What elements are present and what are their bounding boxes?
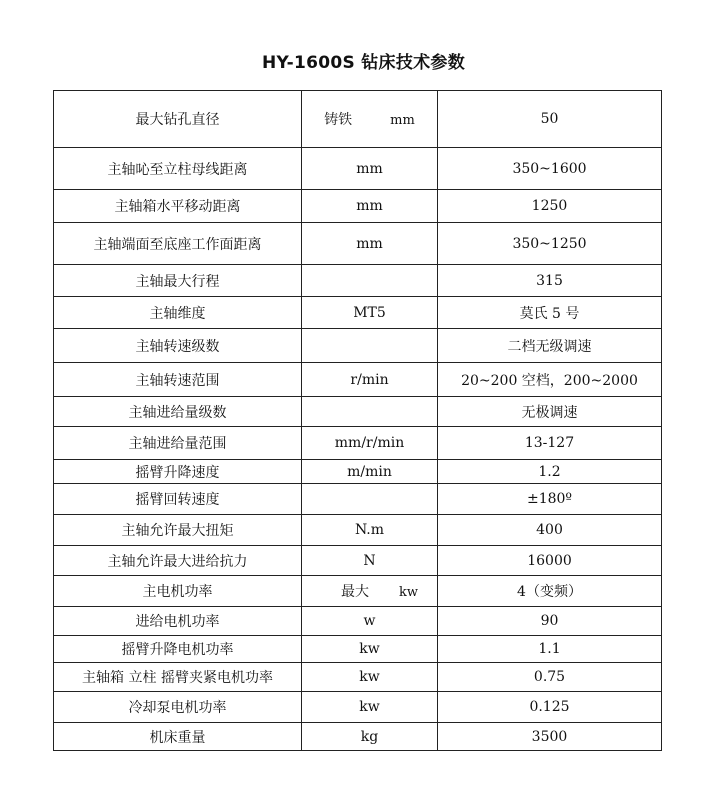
unit-cell: kg (302, 723, 438, 751)
spec-table (53, 90, 662, 751)
value-cell: 400 (438, 515, 662, 546)
unit-cell: mm (302, 223, 438, 265)
unit-cell (302, 397, 438, 427)
table-row (54, 723, 662, 751)
unit-cell (302, 484, 438, 515)
table-row (54, 329, 662, 363)
unit-cell: N (302, 546, 438, 576)
value-cell: 350~1250 (438, 223, 662, 265)
param-cell: 摇臂回转速度 (54, 484, 302, 515)
value-cell: 莫氏 5 号 (438, 297, 662, 329)
unit-cell: m/min (302, 460, 438, 484)
value-cell: 1250 (438, 190, 662, 223)
value-cell: 16000 (438, 546, 662, 576)
unit-cell: mm (302, 190, 438, 223)
param-cell: 进给电机功率 (54, 607, 302, 636)
value-cell: 二档无级调速 (438, 329, 662, 363)
unit-cell (302, 576, 438, 607)
table-row (54, 190, 662, 223)
value-cell: 50 (438, 91, 662, 148)
param-cell: 主轴进给量范围 (54, 427, 302, 460)
unit-cell: kw (302, 663, 438, 692)
param-cell: 主轴箱水平移动距离 (54, 190, 302, 223)
table-row (54, 692, 662, 723)
table-row (54, 460, 662, 484)
table-row (54, 297, 662, 329)
param-cell: 主轴转速级数 (54, 329, 302, 363)
table-row (54, 515, 662, 546)
unit-cell: mm (302, 148, 438, 190)
param-cell: 主轴维度 (54, 297, 302, 329)
unit-sub: kw (398, 585, 418, 600)
param-cell: 摇臂升降电机功率 (54, 636, 302, 663)
param-cell: 主轴最大行程 (54, 265, 302, 297)
param-cell: 主轴进给量级数 (54, 397, 302, 427)
value-cell: 4（变频） (438, 576, 662, 607)
value-cell: ±180º (438, 484, 662, 515)
unit-main: 最大 (340, 584, 369, 600)
unit-main: 铸铁 (324, 112, 353, 128)
table-row (54, 636, 662, 663)
value-cell: 3500 (438, 723, 662, 751)
param-cell: 机床重量 (54, 723, 302, 751)
unit-cell: mm/r/min (302, 427, 438, 460)
param-cell: 主电机功率 (54, 576, 302, 607)
param-cell: 主轴端面至底座工作面距离 (54, 223, 302, 265)
value-cell: 350~1600 (438, 148, 662, 190)
table-row (54, 546, 662, 576)
param-cell: 冷却泵电机功率 (54, 692, 302, 723)
table-row (54, 484, 662, 515)
value-cell: 13-127 (438, 427, 662, 460)
value-cell: 1.2 (438, 460, 662, 484)
unit-cell (302, 91, 438, 148)
value-cell: 1.1 (438, 636, 662, 663)
param-cell: 最大钻孔直径 (54, 91, 302, 148)
param-cell: 主轴吣至立柱母线距离 (54, 148, 302, 190)
table-row (54, 427, 662, 460)
table-row (54, 663, 662, 692)
param-cell: 摇臂升降速度 (54, 460, 302, 484)
unit-cell: w (302, 607, 438, 636)
param-cell: 主轴箱 立柱 摇臂夹紧电机功率 (54, 663, 302, 692)
param-cell: 主轴允许最大进给抗力 (54, 546, 302, 576)
unit-cell: r/min (302, 363, 438, 397)
unit-cell (302, 265, 438, 297)
param-cell: 主轴转速范围 (54, 363, 302, 397)
table-row (54, 91, 662, 148)
table-row (54, 607, 662, 636)
unit-cell: kw (302, 636, 438, 663)
unit-sub: mm (390, 113, 415, 128)
table-row (54, 148, 662, 190)
value-cell: 0.75 (438, 663, 662, 692)
unit-cell: kw (302, 692, 438, 723)
value-cell: 315 (438, 265, 662, 297)
unit-cell: N.m (302, 515, 438, 546)
table-row (54, 576, 662, 607)
unit-cell (302, 329, 438, 363)
unit-cell: MT5 (302, 297, 438, 329)
param-cell: 主轴允许最大扭矩 (54, 515, 302, 546)
page-title: HY-1600S 钻床技术参数 (261, 53, 466, 73)
value-cell: 0.125 (438, 692, 662, 723)
value-cell: 无极调速 (438, 397, 662, 427)
table-row (54, 265, 662, 297)
table-row (54, 223, 662, 265)
value-cell: 90 (438, 607, 662, 636)
value-cell: 20~200 空档，200~2000 (438, 363, 662, 397)
table-row (54, 397, 662, 427)
table-row (54, 363, 662, 397)
